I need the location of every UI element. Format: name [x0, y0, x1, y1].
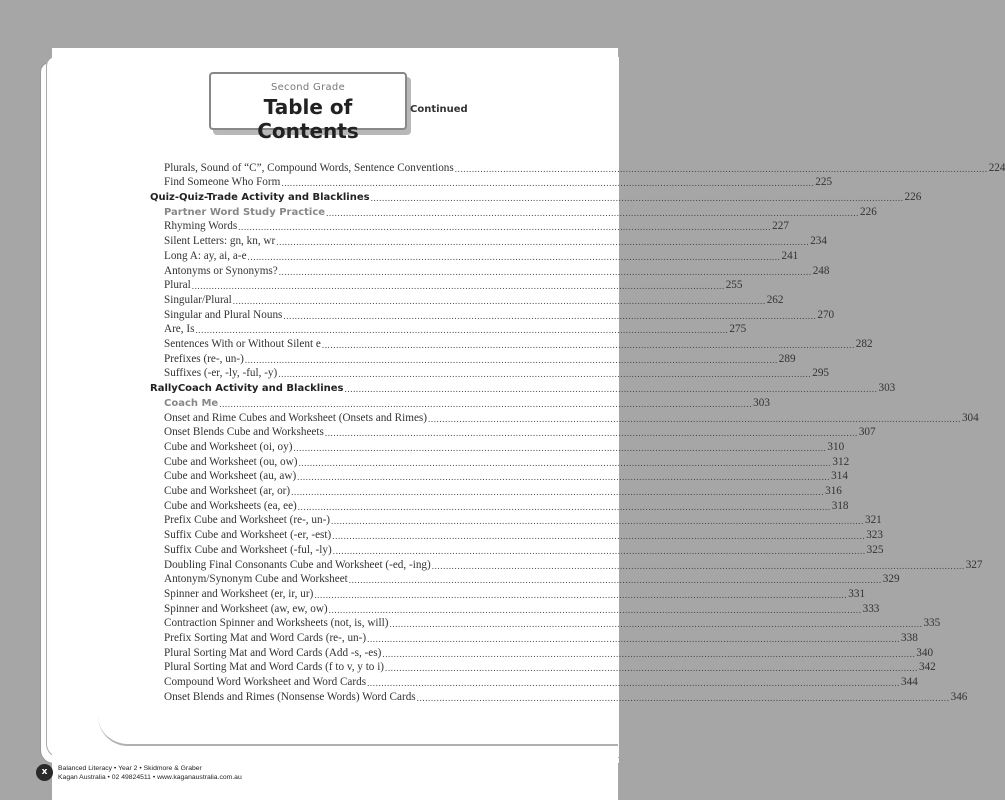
toc-entry-label: Contraction Spinner and Worksheets (not, is, will): [164, 617, 389, 630]
toc-entry-label: Onset and Rime Cubes and Worksheet (Onsets and Rimes): [164, 411, 427, 424]
toc-entry-label: Spinner and Worksheet (aw, ew, ow): [164, 602, 328, 615]
dot-leader: ...........................................................................................................................................................................................: [278, 369, 812, 380]
toc-entry-label: Cube and Worksheet (ou, ow): [164, 455, 298, 468]
toc-page-number: 333: [862, 602, 880, 615]
toc-entry-label: Antonym/Synonym Cube and Worksheet: [164, 573, 348, 586]
toc-page-number: 335: [923, 617, 941, 630]
toc-page-number: 321: [864, 514, 882, 527]
toc-page-number: 338: [901, 632, 918, 645]
toc-section-header[interactable]: [0, 381, 896, 396]
toc-entry[interactable]: [0, 689, 968, 704]
toc-entry[interactable]: [0, 278, 743, 293]
dot-leader: ...........................................................................................................................................................................................: [276, 237, 810, 248]
toc-entry[interactable]: [0, 557, 983, 572]
page-title: Table of Contents: [257, 95, 359, 143]
toc-entry[interactable]: [0, 572, 900, 587]
dot-leader: ...........................................................................................................................................................................................: [326, 207, 860, 218]
toc-entry[interactable]: [0, 322, 747, 337]
toc-entry[interactable]: [0, 219, 789, 234]
dot-leader: ...........................................................................................................................................................................................: [328, 604, 862, 615]
toc-entry[interactable]: [0, 160, 1005, 175]
toc-page-number: 340: [916, 646, 934, 659]
dot-leader: ...........................................................................................................................................................................................: [332, 545, 866, 556]
toc-page-number: 282: [855, 338, 873, 351]
toc-page-number: 226: [860, 205, 877, 218]
toc-entry-label: Prefix Sorting Mat and Word Cards (re-, un-): [164, 632, 367, 645]
toc-page-number: 344: [901, 676, 918, 689]
toc-entry[interactable]: [0, 542, 884, 557]
toc-section-header[interactable]: [0, 189, 922, 204]
dot-leader: ...........................................................................................................................................................................................: [291, 487, 825, 498]
toc-entry[interactable]: [0, 234, 827, 249]
toc-entry[interactable]: [0, 675, 918, 690]
toc-entry[interactable]: [0, 528, 883, 543]
grade-label: Second Grade: [270, 82, 346, 93]
page-number-badge: x: [36, 764, 53, 781]
toc-entry-label: Cube and Worksheets (ea, ee): [164, 499, 297, 512]
toc-entry[interactable]: [0, 630, 918, 645]
toc-entry[interactable]: [0, 513, 882, 528]
toc-entry-label: Prefix Cube and Worksheet (re-, un-): [164, 514, 331, 527]
toc-entry-label: Prefixes (re-, un-): [164, 352, 244, 365]
toc-page-number: 303: [878, 382, 896, 395]
toc-page-number: 275: [729, 323, 747, 336]
dot-leader: ...........................................................................................................................................................................................: [385, 663, 918, 674]
toc-entry-label: Suffix Cube and Worksheet (-er, -est): [164, 529, 332, 542]
toc-page-number: 270: [817, 308, 835, 321]
toc-entry-label: Find Someone Who Form: [164, 176, 281, 189]
dot-leader: ...........................................................................................................................................................................................: [244, 354, 778, 365]
toc-entry[interactable]: [0, 469, 848, 484]
toc-entry-label: Cube and Worksheet (au, aw): [164, 470, 297, 483]
toc-entry[interactable]: [0, 425, 876, 440]
toc-page-number: 225: [815, 176, 833, 189]
dot-leader: ...........................................................................................................................................................................................: [367, 634, 901, 645]
dot-leader: ...........................................................................................................................................................................................: [367, 678, 901, 689]
toc-page-number: 325: [866, 543, 884, 556]
toc-entry[interactable]: [0, 586, 866, 601]
toc-entry-label: Rhyming Words: [164, 220, 238, 233]
toc-page-number: 331: [848, 587, 866, 600]
toc-entry-label: RallyCoach Activity and Blacklines: [150, 383, 344, 395]
toc-page-number: 227: [772, 220, 789, 233]
dot-leader: ...........................................................................................................................................................................................: [344, 384, 878, 395]
toc-entry[interactable]: [0, 263, 830, 278]
toc-entry[interactable]: [0, 645, 934, 660]
dot-leader: ...........................................................................................................................................................................................: [297, 501, 831, 512]
toc-entry-label: Singular and Plural Nouns: [164, 308, 283, 321]
toc-page-number: 289: [778, 352, 796, 365]
dot-leader: ...........................................................................................................................................................................................: [298, 457, 832, 468]
toc-entry[interactable]: [0, 483, 842, 498]
toc-page-number: 342: [918, 661, 936, 674]
toc-page-number: 248: [812, 264, 830, 277]
toc-entry-label: Silent Letters: gn, kn, wr: [164, 235, 276, 248]
dot-leader: ...........................................................................................................................................................................................: [332, 531, 866, 542]
toc-entry-label: Doubling Final Consonants Cube and Worksheet (-ed, -ing): [164, 558, 431, 571]
toc-entry[interactable]: [0, 175, 833, 190]
toc-entry-label: Onset Blends Cube and Worksheets: [164, 426, 324, 439]
toc-entry-label: Plurals, Sound of “C”, Compound Words, Sentence Conventions: [164, 161, 454, 174]
toc-entry[interactable]: [0, 616, 941, 631]
dot-leader: ...........................................................................................................................................................................................: [293, 442, 827, 453]
toc-page-number: 226: [904, 191, 922, 204]
toc-page-number: 310: [827, 440, 845, 453]
toc-page-number: 318: [831, 499, 849, 512]
toc-entry-label: Sentences With or Without Silent e: [164, 338, 321, 351]
toc-entry-label: Are, Is: [164, 323, 195, 336]
toc-entry-label: Compound Word Worksheet and Word Cards: [164, 676, 367, 689]
toc-page-number: 295: [812, 367, 829, 380]
toc-page-number: 346: [950, 690, 968, 703]
toc-subheader[interactable]: [0, 395, 770, 410]
footer-line-2: Kagan Australia • 02 49824511 • www.kaganaustralia.com.au: [58, 774, 242, 781]
dot-leader: ...........................................................................................................................................................................................: [191, 281, 725, 292]
toc-subheader[interactable]: [0, 204, 877, 219]
dot-leader: ...........................................................................................................................................................................................: [416, 692, 950, 703]
dot-leader: ...........................................................................................................................................................................................: [195, 325, 729, 336]
toc-entry[interactable]: [0, 351, 796, 366]
toc-page-number: 234: [810, 235, 827, 248]
dot-leader: ...........................................................................................................................................................................................: [454, 163, 988, 174]
toc-page-number: 312: [832, 455, 850, 468]
dot-leader: ...........................................................................................................................................................................................: [278, 266, 812, 277]
toc-page-number: 304: [961, 411, 979, 424]
toc-page-number: 224: [988, 161, 1005, 174]
dot-leader: ...........................................................................................................................................................................................: [321, 340, 855, 351]
dot-leader: ...........................................................................................................................................................................................: [232, 295, 766, 306]
toc-page-number: 262: [766, 293, 784, 306]
toc-entry-label: Onset Blends and Rimes (Nonsense Words) Word Cards: [164, 690, 416, 703]
dot-leader: ...........................................................................................................................................................................................: [247, 251, 781, 262]
toc-entry-label: Cube and Worksheet (oi, oy): [164, 440, 293, 453]
dot-leader: ...........................................................................................................................................................................................: [389, 619, 923, 630]
toc-entry-label: Antonyms or Synonyms?: [164, 264, 278, 277]
toc-entry-label: Coach Me: [164, 397, 219, 409]
dot-leader: ...........................................................................................................................................................................................: [219, 398, 753, 409]
dot-leader: ...........................................................................................................................................................................................: [283, 310, 817, 321]
toc-entry[interactable]: [0, 248, 799, 263]
dot-leader: ...........................................................................................................................................................................................: [324, 428, 858, 439]
toc-page-number: 329: [882, 573, 900, 586]
footer-text: [58, 764, 242, 782]
toc-page-number: 323: [866, 529, 883, 542]
dot-leader: ...........................................................................................................................................................................................: [431, 560, 965, 571]
dot-leader: ...........................................................................................................................................................................................: [314, 589, 848, 600]
title-box: [209, 72, 407, 143]
toc-entry-label: Singular/Plural: [164, 293, 232, 306]
toc-entry-label: Partner Word Study Practice: [164, 206, 326, 218]
toc-entry[interactable]: [0, 439, 845, 454]
toc-entry[interactable]: [0, 366, 829, 381]
dot-leader: ...........................................................................................................................................................................................: [281, 178, 815, 189]
toc-entry-label: Long A: ay, ai, a-e: [164, 249, 247, 262]
toc-entry-label: Suffixes (-er, -ly, -ful, -y): [164, 367, 278, 380]
toc-entry-label: Plural Sorting Mat and Word Cards (f to v, y to i): [164, 661, 385, 674]
continued-label: Continued: [410, 104, 468, 115]
dot-leader: ...........................................................................................................................................................................................: [428, 413, 961, 424]
toc-page-number: 303: [753, 396, 770, 409]
toc-entry-label: Plural Sorting Mat and Word Cards (Add -s, -es): [164, 646, 382, 659]
dot-leader: ...........................................................................................................................................................................................: [331, 516, 864, 527]
toc-entry-label: Plural: [164, 279, 191, 292]
toc-entry[interactable]: [0, 292, 784, 307]
dot-leader: ...........................................................................................................................................................................................: [297, 472, 831, 483]
toc-entry-label: Suffix Cube and Worksheet (-ful, -ly): [164, 543, 332, 556]
toc-entry[interactable]: [0, 454, 850, 469]
dot-leader: ...........................................................................................................................................................................................: [238, 222, 772, 233]
toc-page-number: 241: [781, 249, 799, 262]
toc-entry[interactable]: [0, 410, 979, 425]
toc-entry[interactable]: [0, 336, 873, 351]
dot-leader: ...........................................................................................................................................................................................: [370, 193, 904, 204]
toc-page-number: 327: [965, 558, 983, 571]
toc-page-number: 314: [831, 470, 848, 483]
toc-entry-label: Cube and Worksheet (ar, or): [164, 485, 291, 498]
toc-page-number: 255: [725, 279, 743, 292]
dot-leader: ...........................................................................................................................................................................................: [348, 575, 882, 586]
toc-page-number: 307: [858, 426, 876, 439]
book-edge-decoration: [98, 704, 618, 746]
footer-line-1: Balanced Literacy • Year 2 • Skidmore & Graber: [58, 765, 202, 772]
toc-entry[interactable]: [0, 498, 849, 513]
toc-entry[interactable]: [0, 660, 936, 675]
dot-leader: ...........................................................................................................................................................................................: [382, 648, 916, 659]
toc-page-number: 316: [825, 485, 842, 498]
toc-entry[interactable]: [0, 307, 835, 322]
toc-entry[interactable]: [0, 601, 880, 616]
toc-entry-label: Spinner and Worksheet (er, ir, ur): [164, 587, 314, 600]
toc-entry-label: Quiz-Quiz-Trade Activity and Blacklines: [150, 192, 370, 204]
